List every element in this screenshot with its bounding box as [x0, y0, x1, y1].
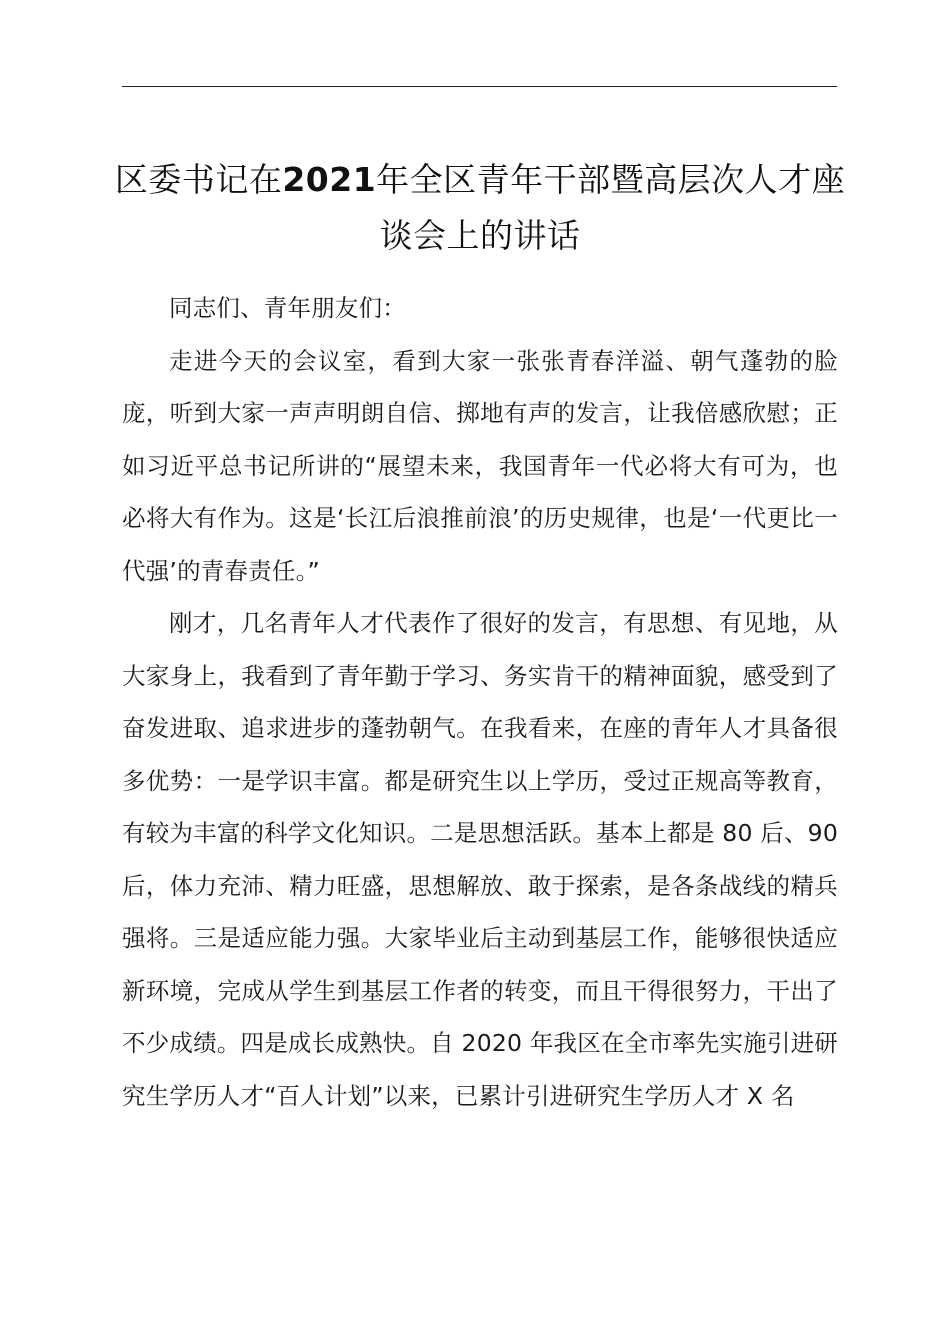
- title-text-part1: 区委书记在: [114, 160, 283, 199]
- paragraph-2: 刚才，几名青年人才代表作了很好的发言，有思想、有见地，从大家身上，我看到了青年勤于学习、务实肯干的精神面貌，感受到了奋发进取、追求进步的蓬勃朝气。在我看来，在座的青年人才具备很多优势：一是学识丰富。都是研究生以上学历，受过正规高等教育，有较为丰富的科学文化知识。二是思想活跃。基本上都是 80 后、90 后，体力充沛、精力旺盛，思想解放、敢于探索，是各条战线的精兵强将。三是适应能力强。大家毕业后主动到基层工作，能够很快适应新环境，完成从学生到基层工作者的转变，而且干得很努力，干出了不少成绩。四是成长成熟快。自 2020 年我区在全市率先实施引进研究生学历人才“百人计划”以来，已累计引进研究生学历人才 X 名: [122, 609, 838, 1110]
- document-title: [110, 152, 850, 264]
- salutation: 同志们、青年朋友们：: [169, 294, 406, 322]
- document-body: [122, 282, 838, 1122]
- title-year: 2021: [282, 160, 377, 199]
- header-rule: [122, 86, 837, 87]
- paragraph-1: 走进今天的会议室，看到大家一张张青春洋溢、朝气蓬勃的脸庞，听到大家一声声明朗自信、掷地有声的发言，让我倍感欣慰；正如习近平总书记所讲的“展望未来，我国青年一代必将大有可为，也必将大有作为。这是‘长江后浪推前浪’的历史规律，也是‘一代更比一代强’的青春责任。”: [122, 346, 838, 585]
- title-text-part2: 年全区青年干部暨高层次人才座谈会上的讲话: [376, 160, 846, 255]
